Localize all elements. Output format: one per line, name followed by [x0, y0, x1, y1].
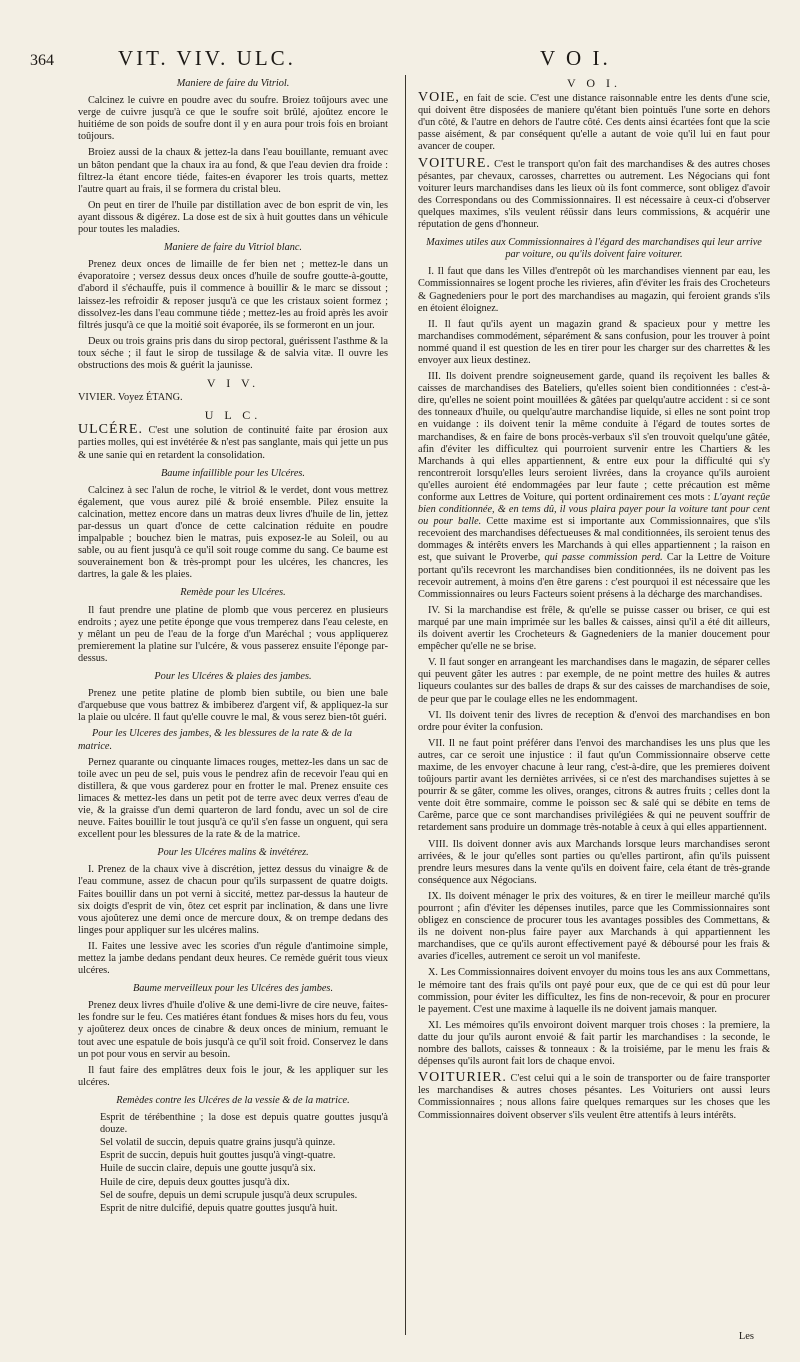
remedy-line: Sel de soufre, depuis un demi scrupule jusqu'à deux scrupules. [100, 1189, 358, 1201]
maxim [418, 371, 770, 601]
entry-term: ULCÉRE. [78, 422, 143, 438]
running-head-left: VIT. VIV. ULC. [118, 46, 296, 70]
maxim: IV. Si la marchandise est frêle, & qu'elle se puisse casser ou briser, ce qui est marqué par une main imprimée sur les balles & caisses, ainsi qu'il a été dit ailleurs, ils doivent avertir les Crocheteurs & Gagnedeniers de la manier doucement pour empêcher qu'elle ne se brise. [418, 604, 770, 653]
paragraph: Prenez une petite platine de plomb bien subtile, ou bien une bale d'arquebuse que vous battrez & imbiberez d'argent vif, & appliquez-la sur la plaie ou ulcére. Il faut qu'elle couvre le mal, & vous serez bien-tôt guéri. [78, 688, 388, 724]
heading-vessie: Remèdes contre les Ulcéres de la vessie & de la matrice. [116, 1094, 350, 1106]
heading-malins: Pour les Ulcéres malins & invétérez. [157, 847, 309, 859]
entry-vivier: VIVIER. Voyez ÉTANG. [78, 392, 183, 404]
heading-vitriol-blanc: Maniere de faire du Vitriol blanc. [163, 242, 303, 254]
maxim: I. Il faut que dans les Villes d'entrepôt où les marchandises viennent par eau, les Commissionnaires se logent proche les rivieres, afin d'éviter les frais des Crocheteurs & Gagnedeniers pour le port des marchandises au magazin, qui feroient grands s'ils en étoient éloignez. [418, 266, 770, 314]
maxim: IX. Ils doivent ménager le prix des voitures, & en tirer le meilleur marché qu'ils pourront ; afin d'éviter les dépenses inutiles, parce que les Commissionnaires sont obligez en conscience de procurer tous les avantages possibles des Commettans, & ils ne doivent non-plus faire payer aux Marchands à qui appartiennent les marchandises, que ce qu'ils auront effectivement payé & déboursé pour les frais & avaries d'icelles, autrement ce seroit un vol manifeste. [418, 890, 770, 963]
maxim: X. Les Commissionnaires doivent envoyer du moins tous les ans aux Commettans, le mémoire tant des frais qu'ils ont payé pour eux, que de ce qui est dû pour leur commission, pour éviter les difficultez, les fins de non-recevoir, & pour en procurer le payement. C'est une maxime à laquelle ils ne doivent jamais manquer. [418, 967, 770, 1015]
paragraph: Broiez aussi de la chaux & jettez-la dans l'eau bouillante, remuant avec un bâton pendant que la chaux ira au fond, & que l'eau devien dra froide : filtrez-la étant encore tiéde, faites-en évaporer les trois quarts, mettez l'autre quart au frais, il se formera du cristal bleu. [78, 147, 388, 195]
maxim: XI. Les mémoires qu'ils envoiront doivent marquer trois choses : la premiere, la datte du jour qu'ils auront envoié & fait partir les marchandises : la seconde, le nombre des ballots, caisses & tonneaux : & la troisiéme, par le menu les frais & dépenses qu'ils auront fait lors de chaque envoi. [418, 1019, 770, 1068]
paragraph: Prenez deux livres d'huile d'olive & une demi-livre de cire neuve, faites-les fondre sur le feu. Ces matiéres étant fondues & mises hors du feu, vous y ajoûterez deux onces de cinabre & deux onces de minium, remuant le tout avec une espatule de bois jusqu'à ce qu'il soit froid. Conservez le dans un pot pour vous en servir au besoin. [78, 1000, 388, 1060]
entry-term: VOIE, [418, 90, 460, 106]
entry-text: en fait de scie. C'est une distance raisonnable entre les dents d'une scie, qui doivent être disposées de maniere qu'étant bien pointuës l'une sorte en dehors d'un côté, & l'autre en dehors de l'autre côté. Ces dents ainsi écartées font que la scie passe aisément, & par conséquent qu'elle a autant de voie qu'il lui en faut pour avancer de couper. [418, 93, 770, 153]
entry-voie [418, 92, 770, 153]
maxim: VI. Ils doivent tenir des livres de reception & d'envoi des marchandises en bon ordre pour éviter la confusion. [418, 709, 770, 733]
maxim: II. Il faut qu'ils ayent un magazin grand & spacieux pour y mettre les marchandises commodément, séparément & sans confusion, pour les trouver à point nommé quand il est question de les en tirer pour les charger sur des charrettes & les envoyer aux lieux destinez. [418, 318, 770, 366]
maxim-text: III. Ils doivent prendre soigneusement garde, quand ils reçoivent les balles & caisses de marchandises des Bateliers, qu'elles soient bien conditionnées : c'est-à-dire, qu'elles ne soient point mouillées & gâtées par quelqu'autre accident : si ce sont des tonneaux d'huile, ou quelqu'autre marchandise liquide, si elles ne sont point trop en vuidange : ils doivent tenir la même conduite à l'égard de toutes sortes de marchandises, & en faire de bons procès-verbaux s'il s'en trouvoit quelqu'une gâtée, afin d'éviter les difficultez qui pourroient survenir entre les Chartiers & les Marchands à qui elles appartiennent, & entre eux pour la difficulté qui s'y rencontreroit lorsqu'elles leurs seroient livrées, dans la croyance qu'ils auroient qu'elles auroient été endommagées par leur faute ; cette précaution est même conforme aux Lettres de Voiture, qui portent ordinairement ces mots : [418, 371, 770, 503]
heading-merveilleux: Baume merveilleux pour les Ulcéres des jambes. [132, 983, 334, 995]
maxim-quote: L'ayant reçûe bien conditionnée, & en tems dû, il vous plaira payer pour la voiture tant pour cent ou pour balle. [418, 492, 770, 528]
entry-term: VOITURIER. [418, 1070, 507, 1086]
maxim: V. Il faut songer en arrangeant les marchandises dans le magazin, de séparer celles qui peuvent gâter les autres : par exemple, de ne point mettre des huiles & autres liqueurs coulantes sur des balles de draps & sur des caisses de marchandises de soie, de peur que par le coulage elles ne les endommagent. [418, 657, 770, 705]
section-ulc: U L C. [204, 408, 262, 423]
maxim-proverb: qui passe commission perd. [544, 552, 663, 564]
right-column [418, 72, 770, 1342]
entry-voiturier [418, 1072, 770, 1121]
catchword: Les [738, 1331, 754, 1342]
paragraph: Deux ou trois grains pris dans du sirop pectoral, guérissent l'asthme & la toux séche ; il faut le sirop de tussilage & de salvia vitæ. Il ouvre les obstructions des mois & guérit la jaunisse. [78, 335, 388, 371]
remedy-line: Sel volatil de succin, depuis quatre grains jusqu'à quinze. [100, 1137, 336, 1149]
maxim: VII. Il ne faut point préférer dans l'envoi des marchandises les uns plus que les autres, car ce seroit une injustice : il faut qu'un Commissionnaire observe cette maxime, de les envoyer chacune à leur rang, c'est-à-dire, que les premieres doivent toûjours partir avant les derniètes arrivées, si ce n'est des marchandises sujettes à se pourrir & se gâter, comme les olives, oranges, citrons & autres fruits ; celles dont la vente doit être sommaire, comme le poisson sec & salé qui se débite en tems de Carême, parce que ce sont marchandises privilégiées & qui ne peuvent souffrir de retardement sans produire un dommage très-notable à ceux à qui elles appartiennent. [418, 737, 770, 834]
column-divider [405, 75, 406, 1335]
maxim-text: Cette maxime est si importante aux Commissionnaires, que s'ils recevoient des marchandises défectueuses & mal conditionnées, ils seroient tenus des dommages & intérêts envers les Marchands à qui elles appartiennent ; la raison en est, que suivant le Proverbe, [418, 516, 770, 564]
heading-baume: Baume infaillible pour les Ulcéres. [160, 467, 306, 479]
running-head-right: V O I. [540, 46, 611, 70]
section-viv: V I V. [206, 376, 260, 391]
paragraph: Il faut prendre une platine de plomb que vous percerez en plusieurs endroits ; ayez une petite éponge que vous tremperez dans l'eau celeste, en y mêlant un peu de l'eau de la forge d'un Maréchal ; vous appliquerez premierement la platine sur l'ulcére, & vous passerez ensuite l'éponge par-dessus. [78, 604, 388, 664]
remedy-line: Huile de succin claire, depuis une goutte jusqu'à six. [100, 1163, 316, 1175]
entry-text: C'est une solution de continuité faite par érosion aux parties molles, qui est invétérée & n'est pas sanglante, mais qui jette un pus & une sanie qui en retardent la consolidation. [78, 425, 388, 461]
paragraph: Calcinez le cuivre en poudre avec du soufre. Broiez toûjours avec une verge de cuivre jusqu'à ce que le soufre soit brûlé, ajoûtez encore le huitiéme de son poids de soufre dont il y en aura pour trois fois en broiant toûjours. [78, 95, 388, 143]
section-voi: V O I. [566, 76, 622, 90]
remedy-line: Esprit de succin, depuis huit gouttes jusqu'à vingt-quatre. [100, 1150, 336, 1162]
entry-term: VOITURE. [418, 155, 491, 171]
paragraph: II. Faites une lessive avec les scories d'un régule d'antimoine simple, mettez la jambe dedans pendant deux heures. Ce remède guérit tous vieux ulcéres. [78, 940, 388, 977]
heading-remede: Remède pour les Ulcéres. [180, 587, 286, 599]
heading-maximes: Maximes utiles aux Commissionnaires à l'égard des marchandises qui leur arrive par voiture, ou qu'ils doivent faire voiturer. [426, 237, 762, 261]
heading-plaies: Pour les Ulcéres & plaies des jambes. [154, 671, 312, 683]
paragraph: Pernez quarante ou cinquante limaces rouges, mettez-les dans un sac de toile avec un peu de sel, puis vous le pendrez afin de recevoir l'eau qui en distillera, & que vous garderez pour en frotter le mal. Prenez ensuite ces limaces & mettez-les dans un petit pot de terre avec deux verres d'eau de vie, & la graisse d'un demi quarteron de lard fondu, avec un sol de cire neuve. Faites bouillir le tout jusqu'à ce qu'il s'en fasse un onguent, qui sera excellent pour les blessures de la rate & de la matrice. [78, 756, 388, 841]
entry-text: C'est le transport qu'on fait des marchandises & des autres choses pésantes, par chevaux, carosses, charrettes ou autrement. Les Négocians qui font voiturer leurs marchandises dans les lieux où ils font commerce, sont obligez d'avoir des Correspondans ou des Commissionnaires. Il est nécessaire à ceux-ci d'observer quelques maximes, s'ils veulent réüssir dans leurs commissions, & acquérir une réputation de gens d'honneur. [418, 158, 770, 231]
paragraph: Calcinez à sec l'alun de roche, le vitriol & le verdet, dont vous mettrez également, que vous aurez pilé & broié ensemble. Pilez ensuite la calcination, mettez encore dans un matras deux livres d'huile de lin, jettez par-dessus un quart d'once de cette calcination réduite en poudre impalpable ; bouchez bien le matras, puis exposez-le au Soleil, ou au sable, ou au fient jusqu'à ce qu'il soit rouge comme du sang. Ce baume est souverainement bon & très-prompt pour les ulcéres, les chancres, les dartres, la gale & les plaies. [78, 484, 388, 581]
left-column [78, 72, 388, 1342]
maxim: VIII. Ils doivent donner avis aux Marchands lorsque leurs marchandises seront arrivées, & le jour qu'elles sont parties ou qu'elles partiront, afin qu'ils puissent prendre leurs mesures dans la vente qu'ils en doivent faire, cela étant de très-grande conséquence aux Négocians. [418, 838, 770, 886]
paragraph: I. Prenez de la chaux vive à discrétion, jettez dessus du vinaigre & de l'eau commune, assez de chacun pour qu'ils surpassent de quatre doigts. Faites bouillir dans un pot verni à siccité, mettez par-dessus la hauteur de six doigts d'esprit de vin, ôtez cet esprit par inclination, & dans une livre vous ajoûterez une demi once de mercure doux, & on trempe dedans des linges pour appliquer sur les ulcéres malins. [78, 864, 388, 936]
paragraph: Prenez deux onces de limaille de fer bien net ; mettez-le dans un évaporatoire ; versez dessus deux onces d'huile de soufre goutte-à-goutte, d'abord il s'échauffe, puis il commence à bouillir & le marc se dissout ; laissez-les refroidir & reposer jusqu'à ce que les cristaux soient formez ; dissolvez-les dans l'eau commune tiéde ; mettez-les au froid après les avoir filtrés jusqu'à ce que la moitié soit évaporée, ils se formeront en un jour. [78, 259, 388, 331]
entry-voiture [418, 155, 770, 232]
remedy-line: Esprit de nitre dulcifié, depuis quatre gouttes jusqu'à huit. [100, 1202, 338, 1214]
heading-rate: Pour les Ulceres des jambes, & les blessures de la rate & de la matrice. [78, 728, 353, 752]
maxim-text: Car la Lettre de Voiture portant qu'ils recevront les marchandises bien conditionnées, ils ne doivent pas les recevoir autrement, à moins d'en être garens : c'est pourquoi il est nécessaire que les Commissionnaires ou leurs Facteurs soient présens à la décharge des marchandises. [418, 552, 770, 600]
entry-ulcere [78, 424, 388, 461]
paragraph: Il faut faire des emplâtres deux fois le jour, & les appliquer sur les ulcéres. [78, 1064, 388, 1088]
remedy-line: Esprit de térébenthine ; la dose est depuis quatre gouttes jusqu'à douze. [100, 1112, 388, 1136]
paragraph: On peut en tirer de l'huile par distillation avec de bon esprit de vin, les ayant dissous & digérez. La dose est de six à huit gouttes dans un véhicule pour toutes les maladies. [78, 199, 388, 236]
entry-text: C'est celui qui a le soin de transporter ou de faire transporter les marchandises & autres choses pésantes. Les Voituriers ont aussi leurs Commissionnaires ; nous allons faire quelques remarques sur les choses que les Commissionnaires doivent observer s'ils veulent être attentifs à leurs intérêts. [418, 1073, 770, 1121]
remedy-line: Huile de cire, depuis deux gouttes jusqu'à dix. [100, 1176, 290, 1188]
page-number: 364 [30, 52, 54, 69]
heading-vitriol: Maniere de faire du Vitriol. [176, 78, 290, 89]
